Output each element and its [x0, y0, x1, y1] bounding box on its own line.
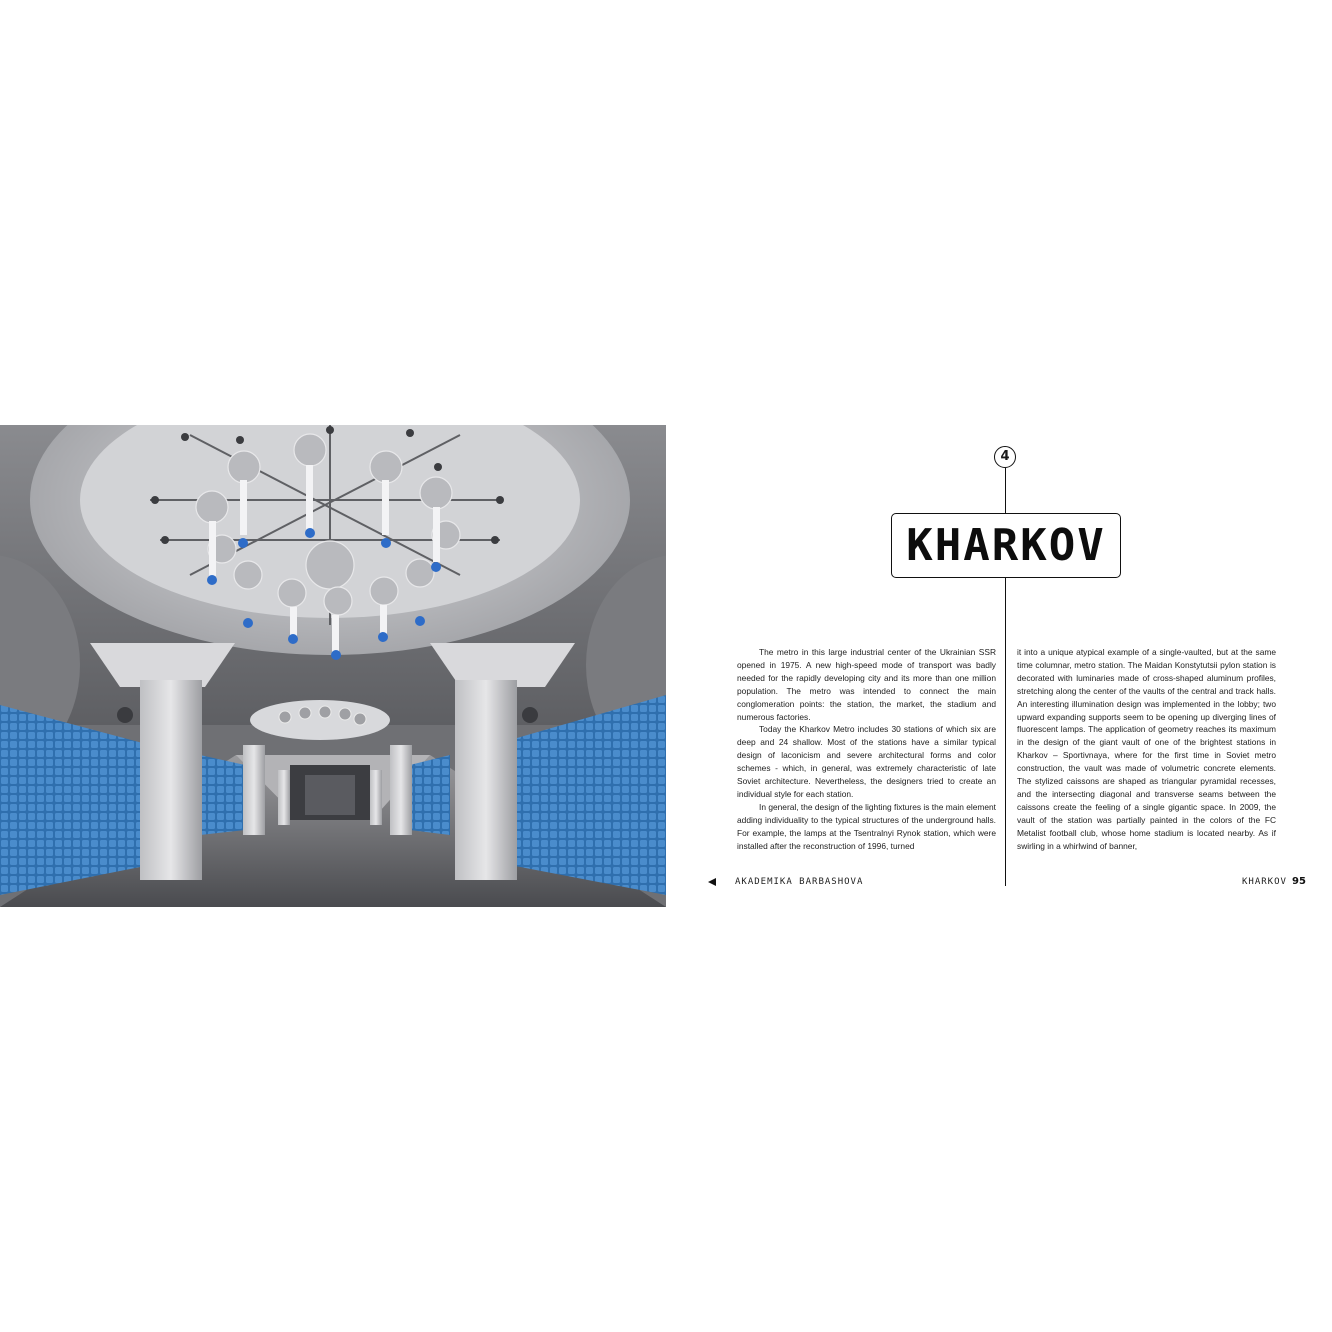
- paragraph: In general, the design of the lighting fixtures is the main element adding individuality to the typical structures of the underground halls. For example, the lamps at the Tsentralnyi Rynok station, which were installed after the reconstruction of 1996, turned: [737, 801, 996, 851]
- page-number: 95: [1292, 876, 1306, 887]
- chapter-number-badge: 4: [994, 446, 1016, 468]
- paragraph: Today the Kharkov Metro includes 30 stations of which six are deep and 24 shallow. Most of the stations have a similar typical design of laconicism and severe architectural forms and color schemes - which, in general, was extremely characteristic of late Soviet architecture. Nevertheless, the designers tried to create an individual style for each station.: [737, 724, 996, 799]
- metro-station-photo: [0, 425, 666, 907]
- paragraph: The metro in this large industrial center of the Ukrainian SSR opened in 1975. A new high-speed mode of transport was badly needed for the rapidly developing city and its more than one million population. The metro was intended to connect the main conglomeration points: the station, the market, the stadium and numerous factories.: [737, 647, 996, 722]
- footer-previous-station: AKADEMIKA BARBASHOVA: [735, 877, 864, 887]
- station-illustration: [0, 425, 666, 907]
- body-column-left: [737, 646, 996, 853]
- previous-arrow-icon: [708, 878, 716, 886]
- chapter-title-box: [891, 513, 1121, 578]
- chapter-title: KHARKOV: [906, 520, 1106, 571]
- paragraph: it into a unique atypical example of a single-vaulted, but at the same time columnar, metro station. The Maidan Konstytutsii pylon station is decorated with luminaries made of cross-shaped aluminum profiles, stretching along the center of the vaults of the central and track halls. An interesting illumination design was implemented in the lobby; two upward expanding supports seem to be opening up diverging lines of fluorescent lamps. The application of geometry reaches its maximum in the design of the giant vault of one of the brightest stations in Kharkov – Sportivnaya, where for the first time in Soviet metro construction, the vault was made of volumetric concrete elements. The stylized caissons are shaped as triangular pyramidal recesses, and the intersecting diagonal and transverse seams between the caissons create the feeling of a single gigantic space. In 2009, the vault of the station was partially painted in the colors of the FC Metalist football club, whose home stadium is located nearby. As if swirling in a whirlwind of banner,: [1017, 647, 1276, 851]
- footer-section-label: KHARKOV: [1242, 877, 1287, 887]
- body-column-right: [1017, 646, 1276, 853]
